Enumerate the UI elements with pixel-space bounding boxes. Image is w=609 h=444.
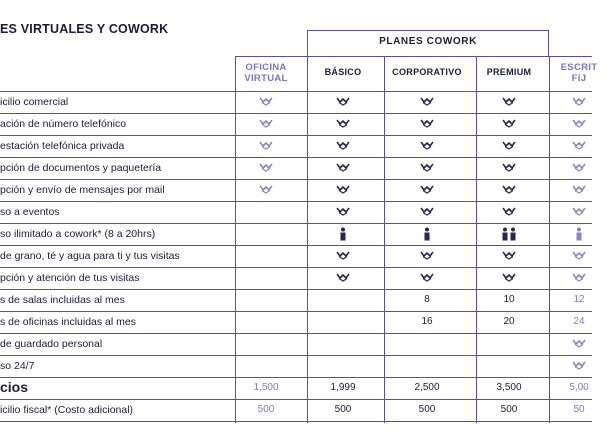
feature-cell-escritorio — [549, 118, 609, 131]
feature-cell-basico — [307, 118, 379, 131]
row-label: de guardado personal — [0, 338, 103, 350]
price-cell-basico: 1,999 — [330, 382, 356, 393]
row-divider — [0, 377, 592, 378]
feature-cell-corporativo — [384, 206, 470, 219]
column-header-line1: PREMIUM — [486, 67, 532, 77]
column-header-escritorio — [549, 62, 609, 84]
feature-cell-premium: 10 — [503, 294, 515, 305]
row-label: s de oficinas incluidas al mes — [0, 316, 136, 328]
check-heart-icon — [259, 96, 273, 106]
feature-cell-basico — [307, 227, 379, 244]
check-heart-icon — [572, 206, 586, 216]
check-heart-icon — [572, 96, 586, 106]
check-heart-icon — [259, 184, 273, 194]
column-divider — [235, 56, 236, 423]
row-divider — [0, 179, 592, 180]
row-label: pción y envío de mensajes por mail — [0, 184, 165, 196]
row-label: s de salas incluidas al mes — [0, 294, 125, 306]
cowork-group-title: PLANES COWORK — [379, 36, 477, 47]
row-divider — [0, 289, 592, 290]
feature-cell-corporativo — [384, 250, 470, 263]
check-heart-icon — [572, 272, 586, 282]
feature-cell-corporativo — [384, 96, 470, 109]
row-label: so 24/7 — [0, 360, 35, 372]
check-heart-icon — [420, 272, 434, 282]
check-heart-icon — [259, 162, 273, 172]
feature-cell-corporativo — [384, 140, 470, 153]
row-label: de grano, té y agua para ti y tus visitas — [0, 250, 180, 262]
row-divider — [0, 135, 592, 136]
check-heart-icon — [420, 206, 434, 216]
check-heart-icon — [502, 140, 516, 150]
header-top-divider — [235, 56, 592, 57]
feature-cell-oficina — [235, 118, 297, 131]
feature-cell-escritorio — [549, 360, 609, 373]
feature-cell-premium — [476, 162, 542, 175]
check-heart-icon — [336, 96, 350, 106]
feature-cell-oficina — [235, 96, 297, 109]
feature-cell-escritorio — [549, 162, 609, 175]
check-heart-icon — [502, 184, 516, 194]
feature-cell-basico — [307, 96, 379, 109]
check-heart-icon — [572, 184, 586, 194]
feature-cell-premium — [476, 118, 542, 131]
feature-cell-premium — [476, 184, 542, 197]
column-header-line2: FIJ — [571, 73, 587, 84]
feature-cell-basico — [307, 206, 379, 219]
row-divider — [0, 399, 592, 400]
feature-cell-corporativo: 16 — [421, 316, 433, 327]
check-heart-icon — [336, 118, 350, 128]
feature-cell-oficina — [235, 140, 297, 153]
column-header-line2: VIRTUAL — [244, 73, 288, 84]
check-heart-icon — [572, 338, 586, 348]
feature-cell-oficina — [235, 162, 297, 175]
row-label: estación telefónica privada — [0, 140, 125, 152]
feature-cell-premium — [476, 140, 542, 153]
column-header-corporativo — [384, 67, 470, 78]
row-label: pción de documentos y paquetería — [0, 162, 162, 174]
feature-cell-basico — [307, 184, 379, 197]
person-icon — [500, 227, 518, 241]
column-header-line1: ESCRIT — [560, 62, 598, 73]
column-header-line1: OFICINA — [245, 62, 287, 73]
feature-cell-corporativo: 8 — [424, 294, 430, 305]
feature-cell-corporativo — [384, 118, 470, 131]
column-header-line1: BÁSICO — [324, 67, 362, 77]
feature-cell-corporativo — [384, 227, 470, 244]
feature-cell-premium — [476, 227, 542, 244]
fiscal-cell-premium: 500 — [500, 404, 518, 415]
page-title: ES VIRTUALES Y COWORK — [0, 22, 169, 36]
row-divider — [0, 157, 592, 158]
fiscal-cell-escritorio: 50 — [573, 404, 585, 415]
row-divider — [0, 311, 592, 312]
column-header-basico — [307, 67, 379, 78]
check-heart-icon — [420, 118, 434, 128]
check-heart-icon — [336, 272, 350, 282]
check-heart-icon — [420, 140, 434, 150]
feature-cell-escritorio — [549, 96, 609, 109]
check-heart-icon — [502, 206, 516, 216]
feature-cell-corporativo — [384, 272, 470, 285]
check-heart-icon — [572, 140, 586, 150]
price-row-label: cios — [0, 379, 29, 395]
fiscal-cell-oficina: 500 — [257, 404, 275, 415]
row-label: so a eventos — [0, 206, 60, 218]
feature-cell-basico — [307, 140, 379, 153]
feature-cell-premium — [476, 206, 542, 219]
feature-cell-escritorio — [549, 140, 609, 153]
check-heart-icon — [502, 162, 516, 172]
check-heart-icon — [572, 360, 586, 370]
feature-cell-escritorio: 24 — [573, 316, 585, 327]
check-heart-icon — [420, 162, 434, 172]
row-divider — [0, 223, 592, 224]
check-heart-icon — [502, 96, 516, 106]
check-heart-icon — [259, 140, 273, 150]
row-divider — [0, 421, 592, 422]
fiscal-cell-corporativo: 500 — [418, 404, 436, 415]
row-divider — [0, 201, 592, 202]
feature-cell-escritorio — [549, 250, 609, 263]
row-divider — [0, 333, 592, 334]
fiscal-cell-basico: 500 — [334, 404, 352, 415]
column-header-line1: CORPORATIVO — [392, 67, 462, 77]
price-cell-premium: 3,500 — [496, 382, 522, 393]
row-label: so ilimitado a cowork* (8 a 20hrs) — [0, 228, 156, 240]
feature-cell-basico — [307, 272, 379, 285]
feature-cell-corporativo — [384, 184, 470, 197]
row-divider — [0, 267, 592, 268]
person-icon — [422, 227, 432, 241]
row-label: icilio comercial — [0, 96, 69, 108]
feature-cell-premium — [476, 96, 542, 109]
check-heart-icon — [502, 118, 516, 128]
feature-cell-premium — [476, 250, 542, 263]
feature-cell-corporativo — [384, 162, 470, 175]
price-cell-oficina: 1,500 — [253, 382, 279, 393]
price-cell-escritorio: 5,00 — [569, 382, 589, 393]
feature-cell-premium — [476, 272, 542, 285]
fiscal-row-label: icilio fiscal* (Costo adicional) — [0, 404, 134, 416]
feature-cell-premium: 20 — [503, 316, 515, 327]
row-divider — [0, 245, 592, 246]
row-label: pción y atención de tus visitas — [0, 272, 140, 284]
feature-cell-escritorio — [549, 338, 609, 351]
check-heart-icon — [502, 250, 516, 260]
check-heart-icon — [336, 140, 350, 150]
row-label: ación de número telefónico — [0, 118, 127, 130]
feature-cell-escritorio — [549, 184, 609, 197]
column-header-oficina — [235, 62, 297, 84]
check-heart-icon — [336, 184, 350, 194]
check-heart-icon — [336, 206, 350, 216]
check-heart-icon — [420, 96, 434, 106]
row-divider — [0, 91, 592, 92]
person-icon — [574, 227, 584, 241]
check-heart-icon — [572, 162, 586, 172]
check-heart-icon — [259, 118, 273, 128]
check-heart-icon — [502, 272, 516, 282]
check-heart-icon — [572, 250, 586, 260]
feature-cell-escritorio — [549, 227, 609, 244]
price-cell-corporativo: 2,500 — [414, 382, 440, 393]
feature-cell-oficina — [235, 184, 297, 197]
feature-cell-basico — [307, 162, 379, 175]
feature-cell-escritorio — [549, 272, 609, 285]
check-heart-icon — [420, 250, 434, 260]
check-heart-icon — [420, 184, 434, 194]
check-heart-icon — [336, 162, 350, 172]
check-heart-icon — [572, 118, 586, 128]
feature-cell-escritorio — [549, 206, 609, 219]
feature-cell-escritorio: 12 — [573, 294, 585, 305]
row-divider — [0, 113, 592, 114]
check-heart-icon — [336, 250, 350, 260]
row-divider — [0, 355, 592, 356]
person-icon — [338, 227, 348, 241]
feature-cell-basico — [307, 250, 379, 263]
column-header-premium — [476, 67, 542, 78]
